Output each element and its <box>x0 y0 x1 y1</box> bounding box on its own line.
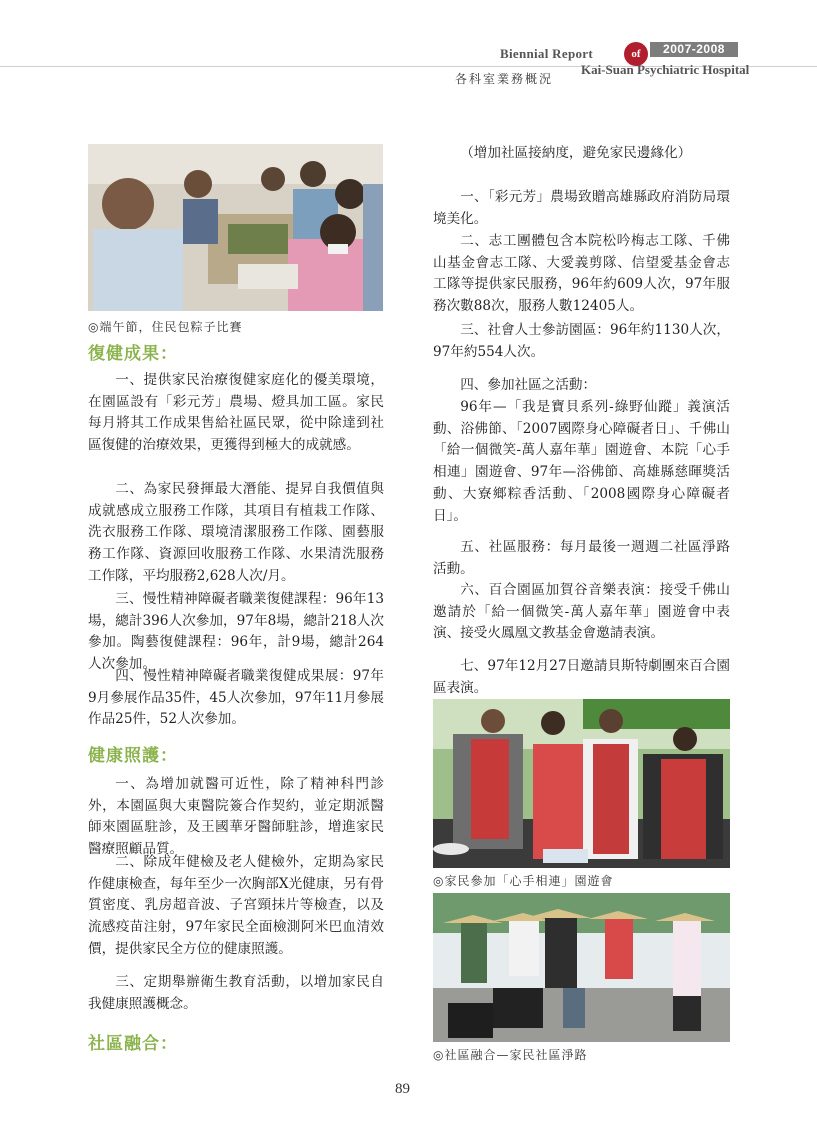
health-paragraph-3: 三、定期舉辦衛生教育活動，以增加家民自我健康照護概念。 <box>88 974 384 1012</box>
rehab-paragraph-3: 三、慢性精神障礙者職業復健課程：96年13場，總計396人次參加，97年8場，總計218人次參加。陶藝復健課程：96年，計9場，總計264人次參加。 <box>88 591 384 673</box>
right-paragraph-2: 二、志工團體包含本院松吟梅志工隊、千佛山基金會志工隊、大愛義剪隊、信望愛基金會志工隊等提供家民服務，96年約609人次，97年服務次數88次，服務人數12405人。 <box>433 233 730 315</box>
header-report-title: Biennial Report <box>500 46 593 61</box>
header-years: 2007-2008 <box>650 42 738 57</box>
page-number: 89 <box>395 1081 410 1097</box>
header-section-title: 各科室業務概況 <box>455 72 554 86</box>
health-paragraph-1: 一、為增加就醫可近性，除了精神科門診外，本園區與大東醫院簽合作契約，並定期派醫師來園區駐診，及王國華牙醫師駐診，增進家民醫療照顧品質。 <box>88 776 384 858</box>
community-cleanup-caption: ◎社區融合—家民社區淨路 <box>433 1048 588 1062</box>
header-hospital-name: Kai-Suan Psychiatric Hospital <box>581 62 750 77</box>
health-paragraph-2: 二、除成年健檢及老人健檢外，定期為家民作健康檢查，每年至少一次胸部X光健康，另有骨質密度、乳房超音波、子宮頸抹片等檢查，以及流感疫苗注射，97年家民全面檢測阿米巴血清效價，提供家民全方位的健康照護。 <box>88 854 384 957</box>
community-cleanup-photo <box>433 893 730 1042</box>
rehab-heading: 復健成果： <box>88 344 178 364</box>
dumpling-contest-photo <box>88 144 383 311</box>
fair-photo <box>433 699 730 868</box>
rehab-paragraph-1: 一、提供家民治療復健家庭化的優美環境，在園區設有「彩元芳」農場、燈具加工區。家民每月將其工作成果售給社區民眾，從中除達到社區復健的治療效果，更獲得到極大的成就感。 <box>88 372 384 454</box>
rehab-paragraph-2: 二、為家民發揮最大潛能、提昇自我價值與成就感成立服務工作隊，其項目有植栽工作隊、洗衣服務工作隊、環境清潔服務工作隊、園藝服務工作隊、資源回收服務工作隊、水果清洗服務工作隊，平均服務2,628人次/月。 <box>88 481 384 584</box>
right-paragraph-1: 一、「彩元芳」農場致贈高雄縣政府消防局環境美化。 <box>433 189 730 227</box>
right-paragraph-7: 七、97年12月27日邀請貝斯特劇團來百合園區表演。 <box>433 658 730 696</box>
community-heading: 社區融合： <box>88 1034 178 1054</box>
right-paragraph-3: 三、社會人士參訪園區：96年約1130人次，97年約554人次。 <box>433 322 730 360</box>
right-paragraph-4-detail: 96年—「我是寶貝系列-綠野仙蹤」義演活動、浴佛節、「2007國際身心障礙者日」、千佛山「給一個微笑-萬人嘉年華」園遊會、本院「心手相連」園遊會、97年—浴佛節、高雄縣慈暉獎活動、大寮鄉粽香活動、「2008國際身心障礙者日」。 <box>433 399 730 524</box>
fair-caption: ◎家民參加「心手相連」園遊會 <box>433 874 614 888</box>
rehab-paragraph-4: 四、慢性精神障礙者職業復健成果展：97年9月參展作品35件，45人次參加，97年11月參展作品25件，52人次參加。 <box>88 668 384 728</box>
health-heading: 健康照護： <box>88 746 178 766</box>
right-paragraph-5: 五、社區服務：每月最後一週週二社區淨路活動。 <box>433 539 730 577</box>
right-paragraph-4: 四、參加社區之活動： <box>460 377 597 393</box>
dumpling-contest-caption: ◎端午節，住民包粽子比賽 <box>88 320 243 334</box>
right-paragraph-intro: （增加社區接納度，避免家民邊緣化） <box>460 145 692 161</box>
right-paragraph-6: 六、百合園區加賀谷音樂表演：接受千佛山邀請於「給一個微笑-萬人嘉年華」園遊會中表演、接受火鳳凰文教基金會邀請表演。 <box>433 582 730 642</box>
header-of-badge: of <box>624 42 648 66</box>
